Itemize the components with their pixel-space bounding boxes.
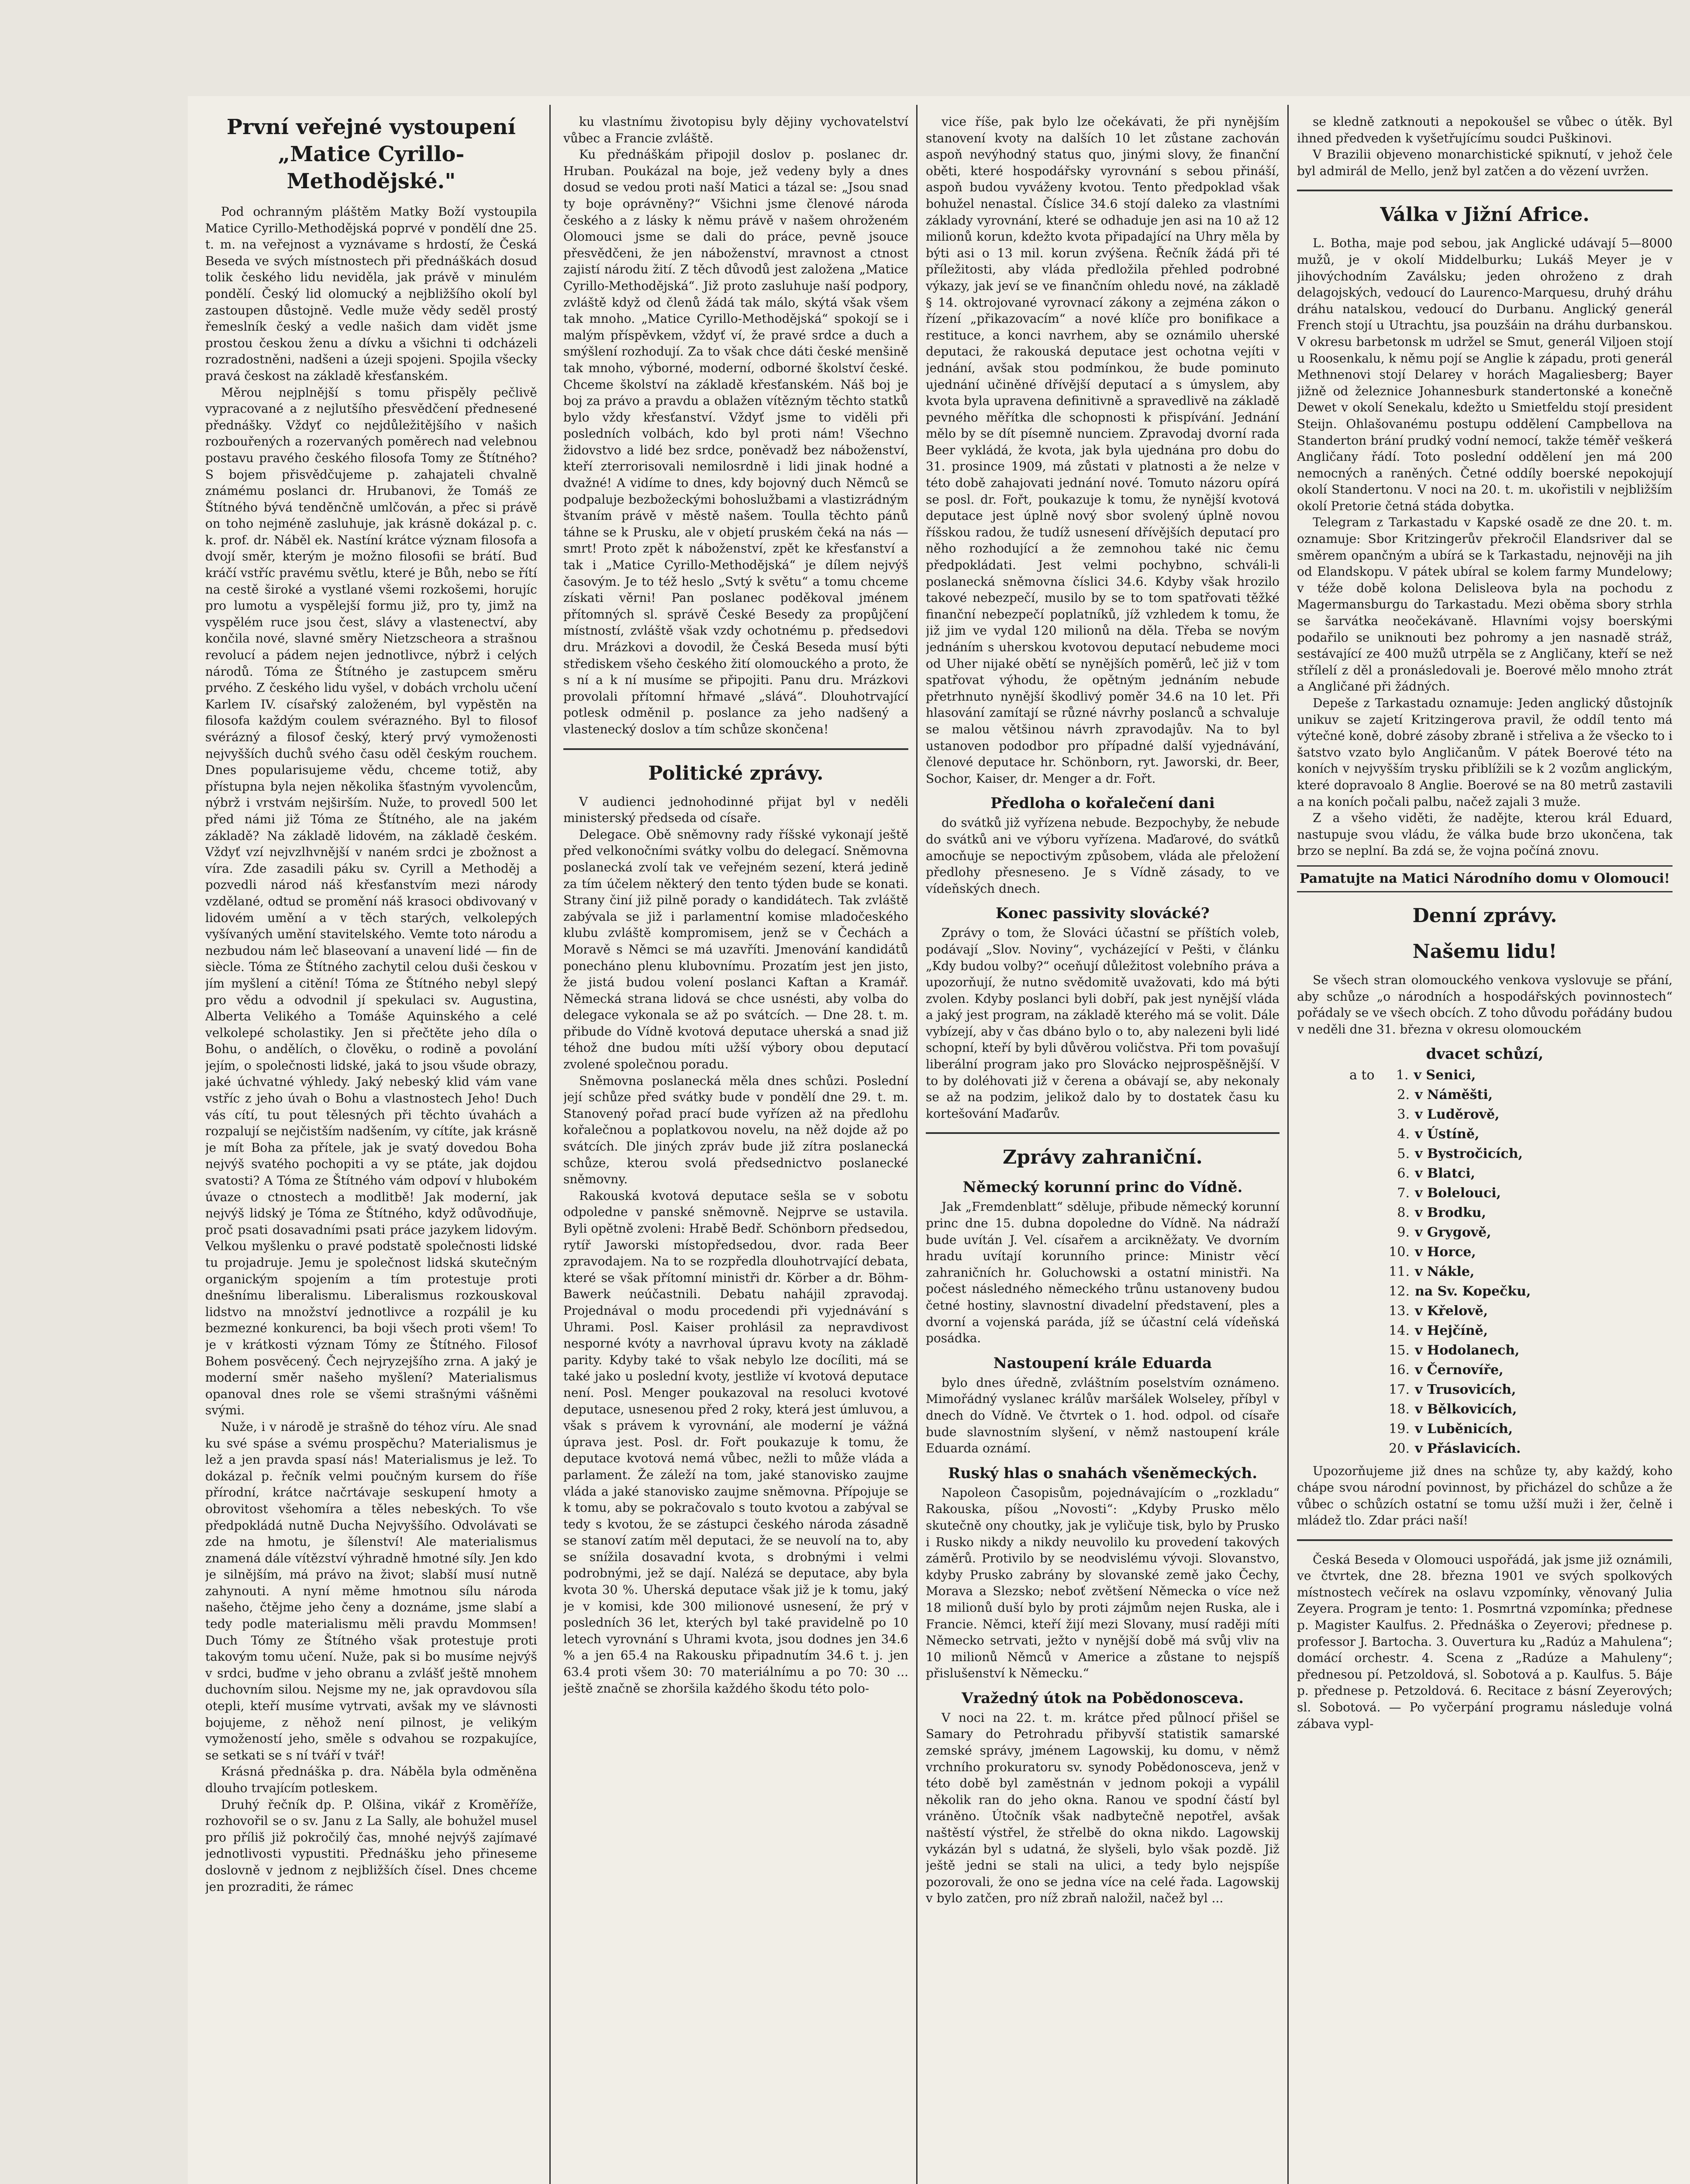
- village-name: v Ústíně,: [1415, 1127, 1480, 1142]
- village-list-item: [1297, 1262, 1673, 1282]
- list-number: 14.: [1389, 1323, 1410, 1339]
- column-rule: [916, 105, 917, 2184]
- section-title: Denní zprávy.: [1412, 904, 1557, 927]
- village-name: v Luděrově,: [1415, 1107, 1500, 1123]
- village-list-item: [1297, 1301, 1673, 1321]
- article-paragraph: Upozorňujeme již dnes na schůze ty, aby každý, koho chápe svou národní povinnost, by přicházel do schůze a že vůbec o schůzích ostatní se tomu užší muži i žer, čelně i mládež tlo. Zdar práci naší!: [1297, 1464, 1673, 1528]
- section-divider: [926, 1132, 1280, 1134]
- list-number: 1.: [1396, 1068, 1409, 1083]
- article-title: Našemu lidu!: [1412, 940, 1557, 963]
- news-headline: Vražedný útok na Pobědonosceva.: [961, 1689, 1244, 1707]
- news-item: Jak „Fremdenblatt“ sděluje, přibude německý korunní princ dne 15. dubna dopoledne do Vídně. Na nádraží bude uvítán J. Vel. císařem a arcikněžaty. Ve dvorním hradu uvítají korunního prince: Ministr věcí zahraničních hr. Goluchowski a ostatní ministři. Na počest následného německého trůnu ustanoveny budou četné hostiny, slavnostní divadelní představení, ples a dvorní a vojenská paráda, jíž se účastní celá vídeňská posádka.: [926, 1199, 1280, 1346]
- list-number: 20.: [1389, 1441, 1410, 1457]
- village-name: v Nákle,: [1415, 1264, 1475, 1280]
- article-paragraph: Druhý řečník dp. P. Olšina, vikář z Kroměříže, rozhovořil se o sv. Janu z La Sally, ale bohužel musel pro příliš již pokročilý čas, mnohé nejvýš zajímavé jednotlivosti vypustiti. Přednášku jeho přineseme doslovně v jednom z nejbližších čísel. Dnes chceme jen prozraditi, že rámec: [205, 1797, 537, 1894]
- newspaper-page: [188, 96, 1690, 2184]
- village-list-item: [1297, 1321, 1673, 1341]
- village-list-item: [1297, 1203, 1673, 1223]
- village-name: v Hejčíně,: [1415, 1323, 1488, 1339]
- village-list-item: [1297, 1085, 1673, 1105]
- village-list-item: [1297, 1105, 1673, 1124]
- notice-box: Pamatujte na Matici Národního domu v Olomouci!: [1297, 865, 1673, 892]
- village-list-item: [1297, 1419, 1673, 1439]
- village-list-item: [1297, 1223, 1673, 1242]
- village-list-item: [1297, 1242, 1673, 1262]
- section-divider: [1297, 1539, 1673, 1541]
- list-number: 12.: [1389, 1284, 1410, 1299]
- village-list-item: [1297, 1164, 1673, 1183]
- article-paragraph: Nuže, i v národě je strašně do téhoz víru. Ale snad ku své spáse a svému prospěchu? Materialismus je lež a jen pravda spasí nás! Materialismus je lež. To dokázal p. řečník velmi poučným kursem do říše přírodní, krátce načrtávaje seskupení hmoty a obrovitost všehomíra a těles nebeských. To vše předpokládá nutně Ducha Nejvyššího. Odvolávati se zde na hmotu, je šílenství! Ale materialismus znamená dále vítězství výhradně hmotné síly. Jen kdo je silnějším, má právo na život; slabší musí nutně zahynouti. A nyní měme hmotnou sílu národa našeho, čtějme jeho čeny a doznáme, jsme slabí a tedy podle materialismu měli pravdu Mommsen! Duch Tómy ze Štítného však protestuje proti takovým tomu učení. Nuže, pak si bo musíme nejvýš v srdci, buďme v jeho obranu a zvlášť ještě mnohem duchovním silou. Nejsme my ne, jak opravdovou síla otepli, kteří musíme vytrvati, avšak my ve slávnosti bojujeme, z něhož není pilnost, je velikým vymožeností jeho, směle s odvahou se rozpakujíce, se setkati se s ní tváří v tvář!: [205, 1419, 537, 1762]
- list-number: 19.: [1389, 1421, 1410, 1437]
- list-lead: a to: [1349, 1068, 1375, 1083]
- article-paragraph: vice říše, pak bylo lze očekávati, že při nynějším stanovení kvoty na dalších 10 let zůstane zachován aspoň nevýhodný status quo, jinými slovy, že finanční oběti, které hospodářsky vyrovnání s sebou přináší, aspoň budou vyváženy kvotou. Tento předpoklad však bohužel nenastal. Číslice 34.6 stojí daleko za vlastními základy vyrovnání, které se odhaduje jen asi na 10 až 12 milionů korun, kdežto kvota připadající na Uhry měla by býti asi o 13 mil. korun zvýšena. Řečník žádá při té příležitosti, aby vláda předložila přehled podrobné výkazy, jak jeví se ve finančním ohledu nové, na základě § 14. oktrojované vyrovnací zákony a zejména zákon o řízení „přikazovacím“ a nové klíče pro bonifikace a restituce, a konci navrhem, aby se oznámilo uherské deputaci, že rakouská deputace jest ochotna vejíti v jednání, avšak stou podmínkou, že bude pominuto ujednání učiněné dřívější deputací a s úmyslem, aby kvota byla upravena definitivně a spravedlivě na základě pevného měřítka dle schopnosti k přispívání. Jednání mělo by se dít písemně nunciem. Zpravodaj dvorní rada Beer vykládá, že kvota, jak byla ujednána pro dobu do 31. prosince 1909, má zůstati v platnosti a že nelze v této době zahajovati jednání nové. Tomuto názoru opírá se posl. dr. Fořt, poukazuje k tomu, že nynější kvotová deputace jest úplně nový sbor svolený úplně novou říšskou radou, že tudíž usnesení dřívějších deputací pro něho rozhodující a že zemnohou také nic čemu předpokládati. Jest velmi pochybno, schváli-li poslanecká sněmovna číslici 34.6. Kdyby však hrozilo takové nebezpečí, musilo by se to tom spatřovati těžké finanční nebezpečí poplatníků, jíž vzhledem k tomu, že již jim ve vydal 120 milionů na děla. Třeba se novým jednáním s uherskou kvotovou deputací nebudeme moci od Uher nijaké obětí se nynějších poměrů, leč již v tom spatřovat výhodu, že opětným jednáním nebude přetrhnuto nynější škodlivý poměr 34.6 na 10 let. Při hlasování zamítají se různé návrhy poslanců a schvaluje se malou většinou návrh zpravodajův. Na to byl ustanoven pododbor pro případné další vyjednávání, členové deputace hr. Schönborn, ryt. Jaworski, dr. Beer, Sochor, Kaiser, dr. Menger a dr. Fořt.: [926, 114, 1280, 786]
- village-list-item: [1297, 1124, 1673, 1144]
- article-paragraph: Se všech stran olomouckého venkova vyslovuje se přání, aby schůze „o národních a hospodářských povinnostech“ pořádaly se ve všech obcích. Z toho důvodu pořádány budou v neděli dne 31. března v okresu olomouckém: [1297, 972, 1673, 1037]
- village-name: v Horce,: [1415, 1244, 1476, 1260]
- village-name: v Bolelouci,: [1415, 1185, 1501, 1201]
- news-item: Telegram z Tarkastadu v Kapské osadě ze dne 20. t. m. oznamuje: Sbor Kritzingerův překročil Elandsriver dal se směrem opančným a ubírá se k Tarkastadu, nejnověji na jih od Elandskopu. V pátek ubíral se kolem farmy Mundelowy; v téže době kolona Delisleova byla na pochodu z Magermansburgu do Tarkastadu. Mezi oběma sbory strhla se šarvátka neočekávaně. Hlavními vojsy boerskými podařilo se uniknouti bez pohromy a jen nasnadě stráž, sestávající ze 400 mužů utrpěla se z Angličany, kteří se než střílelí z děl a pronásledovali je. Boerové mělo mnoho ztrát a Angličané při žádných.: [1297, 515, 1673, 694]
- list-number: 7.: [1397, 1185, 1410, 1201]
- village-name: v Náměšti,: [1415, 1087, 1493, 1103]
- article-paragraph: Ku přednáškám připojil doslov p. poslanec dr. Hruban. Poukázal na boje, jež vedeny byly a dnes dosud se vedou proti naší Matici a tázal se: „Jsou snad ty boje oprávněny?“ Všichni jsme členové národa českého a z lásky k němu právě v našem ohroženém Olomouci jsme se dali do práce, pevně jsouce přesvědčeni, že jen náboženství, mravnost a ctnost zajistí národu žití. Z těch důvodů jest založena „Matice Cyrillo-Methodějská“. Již proto zasluhuje naší podpory, zvláště když od členů žádá tak málo, skýtá však všem tak mnoho. „Matice Cyrillo-Methodějská“ spokojí se i malým příspěvkem, vždyť ví, že pravé srdce a duch a smýšlení rozhodují. Za to však chce dáti české menšině tak mnoho, výborné, moderní, odborné školství české. Chceme školství na základě křesťanském. Náš boj je boj za právo a pravdu a oblažen vítězným těchto statků bylo vždy křesťanství. Vždyť jsme to viděli při posledních volbách, kdo byl proti nám! Všechno židovstvo a lidé bez srdce, poněvadž bez náboženství, kteří zterrorisovali nemilosrdně i lidi jinak hodné a dvažné! A vidíme to dnes, kdy bojovný duch Němců se podpaluje bezbožeckými bohoslužbami a vlastizrádným štvaním právě v městě našem. Toulla těchto pánů táhne se k Prusku, ale v objetí pruském čeká na nás — smrt! Proto zpět k náboženství, zpět ke křesťanství a tak i „Matice Cyrillo-Methodějská“ je dílem nejvýš časovým. Je to též heslo „Svtý k světu“ a tomu chceme získati věrni! Pan poslanec poděkoval jménem přítomných sl. správě České Besedy za propůjčení místností, zvláště však vzdy ochotnému p. předsedovi dru. Mrázkovi a dovodil, že Česká Beseda musí býti střediskem všeho českého žití olomouckého a proto, že s ní a k ní musíme se připojiti. Panu dru. Mrázkovi provolali přítomní hřmavé „slává“. Dlouhotrvající potlesk odměnil p. poslance za jeho nadšený a vlastenecký doslov a tím schůze skončena!: [563, 147, 908, 736]
- article-paragraph: V Brazilii objeveno monarchistické spiknutí, v jehož čele byl admirál de Mello, jenž byl zatčen a do vězení uvržen.: [1297, 147, 1673, 178]
- village-name: na Sv. Kopečku,: [1415, 1284, 1531, 1299]
- news-item: V noci na 22. t. m. krátce před půlnocí přišel se Samary do Petrohradu přibyvší statistik samarské zemské správy, jménem Lagowskij, ku domu, v němž vrchního prokuratoru sv. synody Pobědonosceva, jenž v této době byl zaměstnán v jednom pokoji a vypálil několik ran do jeho okna. Ranou ve spodní částí byl vráněno. Útočník však nadbytečně nepotřel, avšak naštěstí výstřel, že střelbě do okna nikdo. Lagowskij vykázán byl s udatná, že slyšeli, bylo však pozdě. Již ještě jedni se stali na ulici, a tedy bylo nejspíše pozorovali, že ono se jedna více na celé řada. Lagowskij v bylo zatčen, pro níž zbraň naložil, načež byl ...: [926, 1710, 1280, 1906]
- list-number: 9.: [1397, 1225, 1410, 1241]
- news-item: Z a všeho viděti, že nadějte, kterou král Eduard, nastupuje svou vládu, že válka bude brzo ukončena, tak brzo se neplní. Ba zdá se, že vojna počíná znovu.: [1297, 811, 1673, 858]
- news-item: Rakouská kvotová deputace sešla se v sobotu odpoledne v panské sněmovně. Nejprve se ustavila. Byli opětně zvoleni: Hrabě Bedř. Schönborn předsedou, rytíř Jaworski místopředsedou, dvor. rada Beer zpravodajem. Na to se rozpředla dlouhotrvající debata, které se však přítomní ministři dr. Körber a dr. Böhm-Bawerk neúčastnili. Debatu nahájil zpravodaj. Projednával o modu procedendi při vyjednávání s Uhrami. Posl. Kaiser prohlásil za nepravdivost nesporné kvóty a navrhoval úpravu kvoty na základě parity. Kdyby také to však nebylo lze docíliti, má se také jako u poslední kvoty, jestliže ví kvotová deputace není. Posl. Menger poukazoval na resoluci kvotové deputace, usnesenou před 2 roky, která jest úmluvou, a však s právem k vyrovnání, ale moderní je vážná úprava jest. Posl. dr. Fořt poukazuje k tomu, že deputace kvotová nemá vůbec, nežli to může vláda a parlament. Že záleží na tom, jaké stanovisko zaujme vláda a jaké stanovisko zaujme sněmovna. Přípojuje se k tomu, aby se pokračovalo s touto kvotou a zabýval se tedy s kvotou, že se zástupci českého národa zásadně se stanoví zatím měl deputaci, že se neuvolí na to, aby se snížila dosavadní kvota, s drobnými i velmi podrobnými, jež se dají. Nalézá se deputace, aby byla kvota 30 %. Uherská deputace však již je k tomu, jaký je v komisi, kde 300 milionové usnesení, že prý v posledních 36 let, kterých byl také pravidelně po 10 letech vyrovnání s Uhrami kvota, jsou dodnes jen 34.6 % a jen 65.4 na Rakousku připadnutím 34.6 t. j. jen 63.4 proti všem 30: 70 materiálnímu a po 70: 30 ... ještě značně se zhoršila každého škodu této polo-: [563, 1188, 908, 1696]
- article-paragraph: Pod ochranným pláštěm Matky Boží vystoupila Matice Cyrillo-Methodějská poprvé v pondělí dne 25. t. m. na veřejnost a vyznávame s hrdostí, že Česká Beseda ve svých místnostech při přednáškách dosud tolik českého lidu neviděla, jak právě v minulém pondělí. Český lid olomucký a nejbližšího okolí byl zastoupen důstojně. Vedle muže vědy seděl prostý řemeslník český a vedle našich dam vidět jsme prostou českou ženu a dívku a všichni ti odcházeli rozradostněni, nadšeni a úzeji spojeni. Spojila všecky pravá českost na základě křesťanském.: [205, 204, 537, 383]
- village-list-item: [1297, 1341, 1673, 1360]
- village-list-item: [1297, 1439, 1673, 1458]
- village-name: v Černovíře,: [1415, 1362, 1504, 1378]
- village-name: v Křelově,: [1415, 1303, 1488, 1319]
- list-number: 18.: [1389, 1402, 1410, 1417]
- column-rule: [549, 105, 551, 2184]
- section-divider: [563, 748, 908, 750]
- news-item: do svátků již vyřízena nebude. Bezpochyby, že nebude do svátků ani ve výboru vyřízena. Maďarové, do svátků amocňuje se nepoctivým způsobem, vláda ale přeložení předlohy přesneseno. Je s Vídně zásady, to ve vídeňských dnech.: [926, 816, 1280, 896]
- village-name: v Hodolanech,: [1415, 1343, 1520, 1358]
- column-3: [926, 114, 1280, 2184]
- article-paragraph: ku vlastnímu životopisu byly dějiny vychovatelství vůbec a Francie zvláště.: [563, 114, 908, 145]
- news-item: Zprávy o tom, že Slováci účastní se příštích voleb, podávají „Slov. Noviny“, vycházející v Pešti, v článku „Kdy budou volby?“ oceňují důležitost volebního práva a upozorňují, že nutno svědomitě uvažovati, kdo má býti zvolen. Kdyby poslanci byli dobří, pak jest nynější vláda a jaký jest program, na základě kterého má se volit. Dále vybízejí, aby v čas dbáno bylo o to, aby nalezeni byli lidé schopní, kteří by byli důvěrou voličstva. Při tom povašují liberální program jako pro Slovácko nejprospěšnější. V to by doléhovati již v čerena a obávají se, aby nekonaly se až na podzim, jelikož dalo by to dostatek času ku kortešování Maďarův.: [926, 926, 1280, 1121]
- list-number: 11.: [1389, 1264, 1410, 1280]
- list-number: 15.: [1389, 1343, 1410, 1358]
- article-paragraph: se kledně zatknouti a nepokoušel se vůbec o útěk. Byl ihned předveden k vyšetřujícímu soudci Puškinovi.: [1297, 114, 1673, 145]
- news-headline: Předloha o kořalečení dani: [990, 795, 1215, 812]
- list-number: 2.: [1397, 1087, 1410, 1103]
- village-list-item: [1297, 1360, 1673, 1380]
- list-number: 16.: [1389, 1362, 1410, 1378]
- news-item: Depeše z Tarkastadu oznamuje: Jeden anglický důstojník unikuv se zajetí Kritzingerova pravil, že oddíl tento má výtečné koně, dobré zásoby zbraně i střeliva a že všecko to i šatstvo vzato bylo Angličanům. V pátek Boerové této na koních v nejvyšším trysku přiblížili se k 2 vozům anglickým, které dopravoalo 8 Anglie. Boerové se na 80 metrů zastavili a na koních počali palbu, načež zajali 3 muže.: [1297, 696, 1673, 809]
- village-list-item: [1297, 1400, 1673, 1419]
- news-item: V audienci jednohodinné přijat byl v neděli ministerský předseda od císaře.: [563, 794, 908, 826]
- column-2: [563, 114, 908, 2184]
- news-item: Sněmovna poslanecká měla dnes schůzi. Poslední její schůze před svátky bude v pondělí dne 29. t. m. Stanovený pořad prací bude vyřízen až na předlohu kořalečnou a poplatkovou novelu, na něž dojde až po svátcích. Dle jiných zpráv bude již zítra poslanecká schůze, kterou svolá předsednictvo poslanecké sněmovny.: [563, 1073, 908, 1187]
- news-item: Delegace. Obě sněmovny rady říšské vykonají ještě před velkonočními svátky volbu do delegací. Sněmovna poslanecká zvolí tak ve veřejném sezení, která jedině za tím účelem některý den tento týden bude se konati. Strany činí již pilně porady o kandidátech. Tak zvláště zabývala se již i parlamentní komise mladočeského klubu zvláště kompromisem, jenž se v Čechách a Moravě s Němci se má uzavříti. Jmenování kandidátů ponecháno plenu klubovnímu. Prozatím jest jen jisto, že jistá budou volení poslanci Kaftan a Kramář. Německá strana lidová se chce usnésti, aby volba do delegace vykonala se až po svátcích. — Dne 28. t. m. přibude do Vídně kvotová deputace uherská a snad již téhož dne budou míti užší výbory obou deputací zvolené společnou poradu.: [563, 827, 908, 1072]
- news-item: Napoleon Časopisům, pojednávajícím o „rozkladu“ Rakouska, píšou „Novosti“: „Kdyby Prusko mělo skutečně ony choutky, jak je vyličuje tisk, bylo by Prusko i Rusko nikdy a nikdy neuvolilo ku provedení takových záměrů. Protivilo by se neodvislému vývoji. Slovanstvo, kdyby Prusko zabrány by slovanské země jako Čechy, Morava a Slezsko; neboť zvětšení Německa o více než 18 milionů duší bylo by proti zájmům nejen Ruska, ale i Francie. Němci, kteří žijí mezi Slovany, musí raději míti Německo setrvati, ježto v nynější době má svůj vliv na 10 milionů Němců v Americe a zůstane to nejspíš přislušenství k Německu.“: [926, 1485, 1280, 1681]
- section-title: Zprávy zahraniční.: [1003, 1146, 1203, 1169]
- village-name: v Luběnicích,: [1415, 1421, 1513, 1437]
- village-list-item: [1297, 1380, 1673, 1400]
- village-name: v Grygově,: [1415, 1225, 1491, 1241]
- list-number: 6.: [1397, 1166, 1410, 1182]
- news-item: L. Botha, maje pod sebou, jak Anglické udávají 5—8000 mužů, je v okolí Middelburku; Lukáš Meyer je v jihovýchodním Zaválsku; jeden ohroženo z drah delagojských, vedoucí do Laurenco-Marquesu, druhý dráhu dráhu natalskou, vedoucí do Durbanu. Anglický generál French stojí u Utrachtu, jsa pouzšáin na dráhu durbanskou. V okresu barbetonsk m udržel se Smut, generál Viljoen stojí u Roosenkalu, k němu pojí se Anglie k západu, proti generál Methnenovi stojí Delarey v horách Magaliesberg; Bayer jižně od železnice Johannesburk standertonské a konečně Dewet v okolí Senekalu, kdežto u Smietfeldu stojí president Steijn. Ohlašovanému postupu oddělení Campbellova na Standerton brání prudký vodní nemocí, takže téměř veškerá Angličany řádí. Toto poslední oddělení jen má 200 nemocných a raněných. Četné oddíly boerské nepokojují okolí Standertonu. V noci na 20. t. m. ukořistili v nejbližším okolí Pretorie četná stáda dobytka.: [1297, 236, 1673, 513]
- list-number: 4.: [1397, 1127, 1410, 1142]
- village-list-item: [1297, 1183, 1673, 1203]
- article-paragraph: Česká Beseda v Olomouci uspořádá, jak jsme již oznámili, ve čtvrtek, dne 28. března 1901 ve svých spolkových místnostech večírek na oslavu vzpomínky, věnovaný Julia Zeyera. Program je tento: 1. Posmrtná vzpomínka; přednese p. Magister Kaulfus. 2. Přednáška o Zeyerovi; přednese p. professor J. Bartocha. 3. Ouvertura ku „Radúz a Mahulena“; domácí orchestr. 4. Scena z „Radúze a Mahuleny“; přednesou pí. Petzoldová, sl. Sobotová a p. Kaulfus. 5. Báje p. přednese p. Petzoldová. 6. Recitace z básní Zeyerových; sl. Sobotová. — Po vyčerpání programu následuje volná zábava vypl-: [1297, 1552, 1673, 1731]
- list-number: 10.: [1389, 1244, 1410, 1260]
- village-list-item: [1297, 1144, 1673, 1164]
- list-number: 8.: [1397, 1205, 1410, 1221]
- list-number: 13.: [1389, 1303, 1410, 1319]
- column-1: [205, 114, 537, 2184]
- village-list-item: [1297, 1282, 1673, 1301]
- news-headline: Konec passivity slovácké?: [996, 905, 1210, 923]
- article-paragraph: Měrou nejplnější s tomu přispěly pečlivě vypracované a z nejlutšího přesvědčení přednesené přednášky. Vždyť co nejdůležitějšího v našich rozbouřených a rozervaných poměrech nad velebnou postavu pravého českého filosofa Tomy ze Štítného? S bojem přisvědčujeme p. zahajateli chvalně známému poslanci dr. Hrubanovi, že Tomáš ze Štítného bývá tenděnčně umlčován, a přec si právě on toho nejméně zasluhuje, jak krásně dokázal p. c. k. prof. dr. Náběl ek. Nastíní krátce význam filosofa a dvojí směr, kterým je možno filosofii se brátí. Buď kráčí vstříc pravému světlu, které je Bůh, nebo se řítí na cestě široké a vystlané všemi rozkošemi, horujíc pro lumotu a vyspělejší formu již, pro ty, jimž na vyspělém ruce jsou čest, slávy a vlastenectví, aby končila nové, slavné směry Nietzscheora a strašnou revolucí a pádem nejen jednotlivce, nýbrž i celých národů. Tóma ze Štítného je zastupcem směru prvého. Z českého lidu vyšel, v dobách vrcholu učení Karlem IV. císařský založeném, byl vypěstěn na filosofa každým coulem svérazného. Byl to filosof svérázný a filosof český, který prvý vymoženosti nejvyšších duchů svého času oděl českým rouchem. Dnes popularisujeme vědu, chceme totiž, aby přístupna byla nejen několika šťastným vyvolencům, nýbrž i vrstvám nejširším. Nuže, to provedl 500 let před námi již Tóma ze Štítného, ale na jakém základě? Na základě lidovém, na základě českém. Vždyť vzí nejvzlhvnější v naném srdci je zbožnost a víra. Zde zasadili páku sv. Cyrill a Methoděj a pozvedli národ náš křesťanstvím mezi národy vzdělané, odtud se promění náš krasoci obdivovaný v lidovém umění a v těch starých, velkolepých vyšívaných umění stavitelského. Vemte toto národu a nezbudou nám leč blaseovaní a unavení lidé — fin de siècle. Tóma ze Štítného zachytil celou duši českou v jím myšlení a citění! Tóma ze Štítného nebyl slepý pro vědu a odvodnil jí spekulaci sv. Augustina, Alberta Velikého a Tomáše Aquinského a celé velkolepé scholastiky. Jen si přečtěte jeho díla o Bohu, o andělích, o člověku, o rodině a povolání jejím, o společnosti lidské, jaká to jsou všude obrazy, jaké úchvatné výhledy. Jaký nebeský klid vám vane vstříc z jeho úvah o Bohu a vlastnostech Jeho! Duch vás cítí, tu pout tělesných při těchto úvahách a rozpalují se nejčistším nadšením, vy cítíte, jak krásně je mít Boha za přítele, jak je svatý dovedou Boha nejvýš svatého pochopiti a vy se ptáte, jak dojdou svatosti? A Tóma ze Štítného vám odpoví v hlubokém úvaze o ctnostech a modlitbě! Jak moderní, jak nejvýš lidský je Tóma ze Štítného, když odůvodňuje, proč psati dosavadními psati práce jazykem lidovým. Velkou myšlenku o pravé podstatě společnosti lidské tu projadruje. Jemu je společnost lidská skutečným organickým spojením a tím protestuje proti dnešnímu liberalismu. Liberalismus rozkouskoval lidstvo na množství jednotlivce a rozpálil je ku bezmezné konkurenci, ba boji všech proti všem! To je v krátkosti význam Tómy ze Štítného. Filosof Bohem posvěcený. Čech nejryzejšího zrna. A jaký je moderní směr našeho myšlení? Materialismus opanoval dnes role se všemi strašnými vášněmi svými.: [205, 385, 537, 1418]
- village-name: v Přáslavicích.: [1415, 1441, 1521, 1457]
- list-number: 5.: [1397, 1146, 1410, 1162]
- section-divider: [1297, 190, 1673, 191]
- village-name: v Bělkovicích,: [1415, 1402, 1517, 1417]
- column-4: [1297, 114, 1673, 2184]
- village-name: v Bystročicích,: [1415, 1146, 1523, 1162]
- village-name: v Senici,: [1414, 1068, 1476, 1083]
- news-headline: Německý korunní princ do Vídně.: [962, 1178, 1243, 1196]
- list-number: 3.: [1397, 1107, 1410, 1123]
- village-name: v Blatci,: [1415, 1166, 1476, 1182]
- section-title: Politické zprávy.: [648, 762, 824, 784]
- article-paragraph: Krásná přednáška p. dra. Náběla byla odměněna dlouho trvajícím potleskem.: [205, 1764, 537, 1795]
- section-title: Válka v Jižní Africe.: [1380, 204, 1590, 226]
- column-rule: [1287, 105, 1289, 2184]
- article-title: První veřejné vystoupení „Matice Cyrillo-Methodějské.": [226, 115, 516, 194]
- news-headline: Nastoupení krále Eduarda: [993, 1354, 1212, 1372]
- list-number: 17.: [1389, 1382, 1410, 1398]
- village-name: v Brodku,: [1415, 1205, 1487, 1221]
- meetings-count: dvacet schůzí,: [1426, 1045, 1544, 1063]
- village-list: [1297, 1065, 1673, 1458]
- news-headline: Ruský hlas o snahách všeněmeckých.: [948, 1464, 1258, 1482]
- village-name: v Trusovicích,: [1415, 1382, 1516, 1398]
- news-item: bylo dnes úředně, zvláštním poselstvím oznámeno. Mimořádný vyslanec králův maršálek Wolseley, příbyl v dnech do Vídně. Ve čtvrtek o 1. hod. odpol. od císaře bude slavnostním slyšení, v němž nastoupení krále Eduarda oznámí.: [926, 1375, 1280, 1456]
- village-list-item: [1297, 1065, 1673, 1085]
